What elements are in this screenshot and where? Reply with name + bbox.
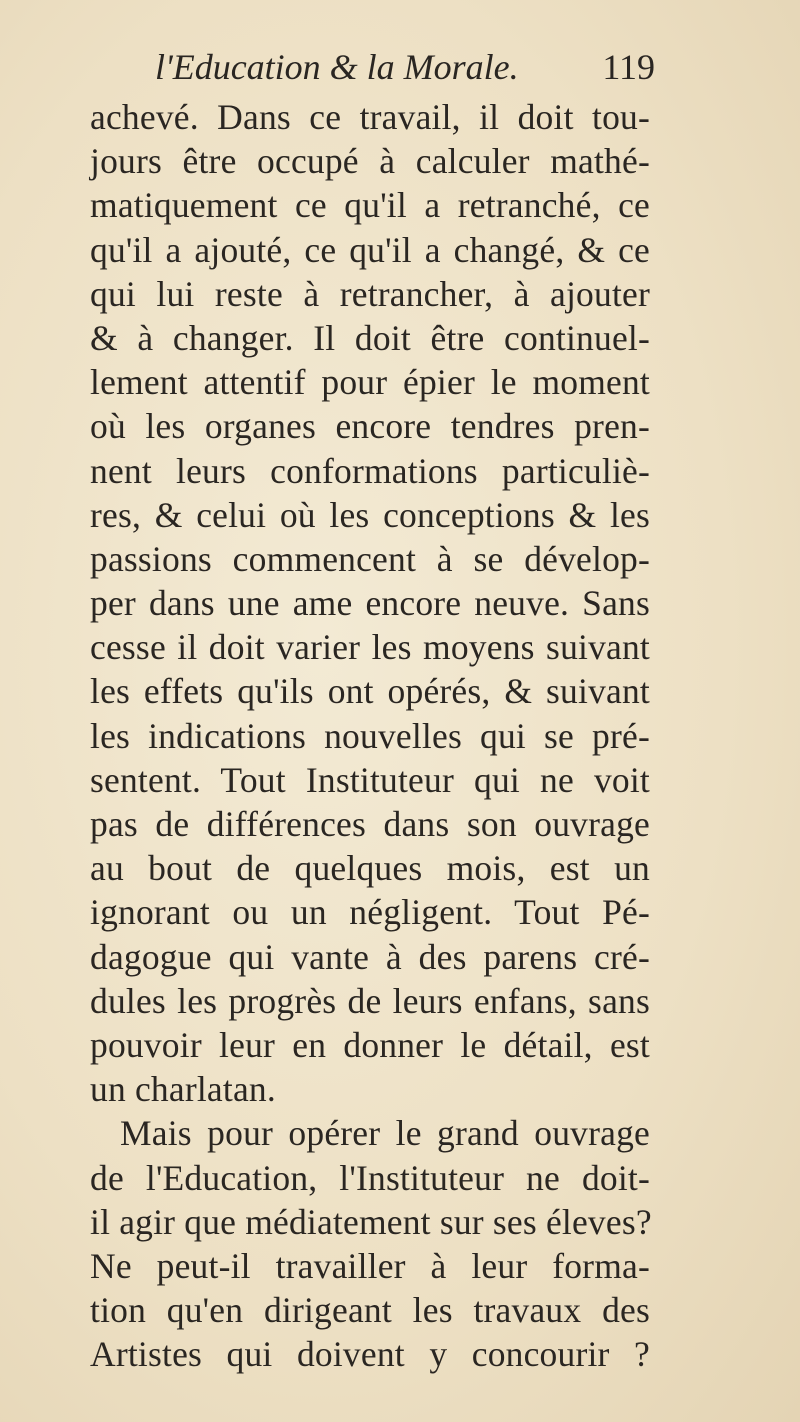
text-line: ignorant ou un négligent. Tout Pé- [90, 892, 650, 933]
text-line: il agir que médiatement sur ses éleves? [90, 1201, 652, 1242]
text-line: lement attentif pour épier le moment [90, 362, 650, 403]
paragraph-1 [90, 95, 650, 1111]
paragraph-2 [90, 1111, 650, 1376]
text-line: où les organes encore tendres pren- [90, 406, 650, 447]
text-line: Ne peut-il travailler à leur forma- [90, 1245, 650, 1286]
page-header [155, 42, 655, 92]
text-line: Artistes qui doivent y concourir ? [90, 1334, 650, 1375]
body-text [90, 95, 650, 1376]
text-line: qui lui reste à retrancher, à ajouter [90, 273, 650, 314]
running-title: l'Education & la Morale. [155, 47, 519, 87]
text-line: dules les progrès de leurs enfans, sans [90, 980, 650, 1021]
text-line: matiquement ce qu'il a retranché, ce [90, 185, 650, 226]
text-line: pouvoir leur en donner le détail, est [90, 1024, 650, 1065]
text-line: dagogue qui vante à des parens cré- [90, 936, 650, 977]
text-line: Mais pour opérer le grand ouvrage [120, 1113, 650, 1154]
text-line: res, & celui où les conceptions & les [90, 494, 650, 535]
text-line: & à changer. Il doit être continuel- [90, 317, 650, 358]
page-number: 119 [602, 47, 655, 87]
text-line: cesse il doit varier les moyens suivant [90, 627, 650, 668]
text-line: passions commencent à se dévelop- [90, 538, 650, 579]
text-line: au bout de quelques mois, est un [90, 848, 650, 889]
text-line: de l'Education, l'Instituteur ne doit- [90, 1157, 650, 1198]
text-line: per dans une ame encore neuve. Sans [90, 583, 650, 624]
text-line: achevé. Dans ce travail, il doit tou- [90, 97, 650, 137]
text-line: un charlatan. [90, 1069, 276, 1110]
text-line: tion qu'en dirigeant les travaux des [90, 1290, 650, 1331]
text-line: les effets qu'ils ont opérés, & suivant [90, 671, 650, 712]
text-line: les indications nouvelles qui se pré- [90, 715, 650, 756]
text-line: nent leurs conformations particuliè- [90, 450, 650, 491]
text-line: sentent. Tout Instituteur qui ne voit [90, 759, 650, 800]
text-line: pas de différences dans son ouvrage [90, 804, 650, 844]
text-line: qu'il a ajouté, ce qu'il a changé, & ce [90, 229, 650, 270]
text-line: jours être occupé à calculer mathé- [90, 141, 650, 182]
